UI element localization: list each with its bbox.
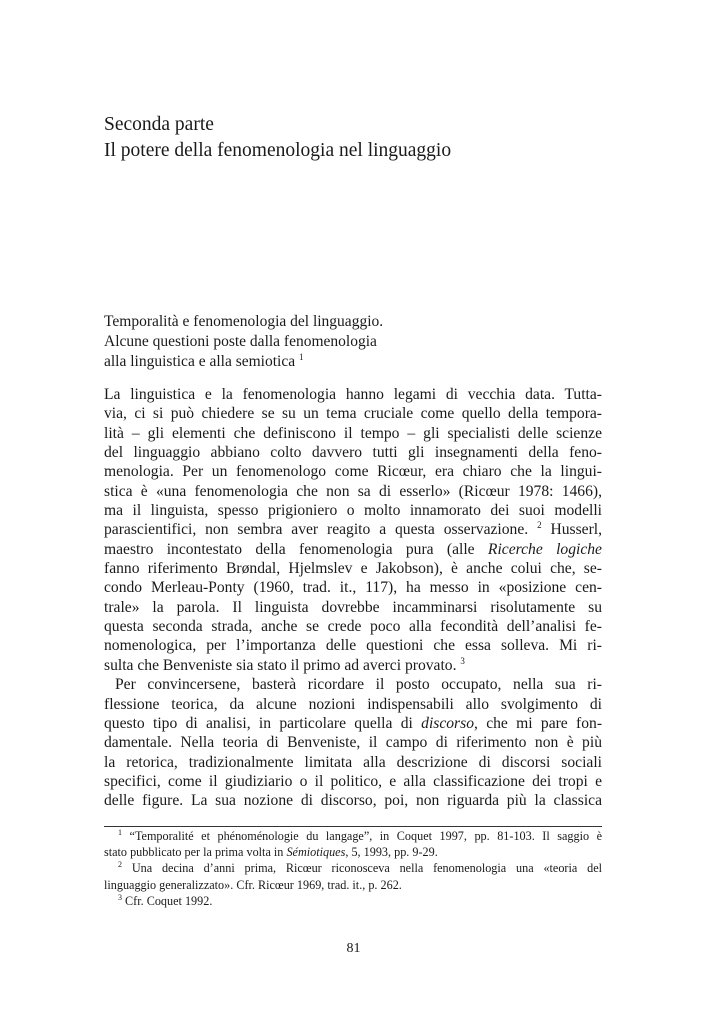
text-line: sulta che Benveniste sia stato il primo ad averci provato. $^3$ <box>104 655 465 674</box>
footnote-2: $^2$ Una decina d’anni prima, Ricœur riconosceva nella fenomenologia una «teoria del <box>118 860 602 876</box>
text-line: menologia. Per un fenomenologo come Ricœur, era chiaro che la lingui- <box>104 463 602 481</box>
footnotes <box>104 826 602 909</box>
text-line: delle figure. La sua nozione di discorso, poi, non riguarda più la classica <box>104 792 602 810</box>
chapter-title <box>104 312 604 372</box>
text-line: condo Merleau-Ponty (1960, trad. it., 117), ha messo in «posizione cen- <box>104 579 602 597</box>
chapter-title-line2: Alcune questioni poste dalla fenomenologia <box>104 333 377 350</box>
footnote-ref[interactable]: 1 <box>298 351 304 362</box>
body-text <box>104 385 602 811</box>
text-line: fanno riferimento Brøndal, Hjelmslev e Jakobson), è anche colui che, se- <box>104 560 602 578</box>
text-line: nomenologica, per l’importanza delle questioni che essa solleva. Mi ri- <box>104 637 602 655</box>
text-line: maestro incontestato della fenomenologia pura (alle Ricerche logiche <box>104 540 602 558</box>
text-line: parascientifici, non sembra aver reagito a questa osservazione. $^2$ Husserl, <box>104 520 602 539</box>
text-line: flessione teorica, da alcune nozioni indispensabili allo svolgimento di <box>104 695 602 713</box>
text-line: Per convincersene, basterà ricordare il posto occupato, nella sua ri- <box>115 676 602 694</box>
chapter-title-line1: Temporalità e fenomenologia del linguaggio. <box>104 313 384 330</box>
text-line: La linguistica e la fenomenologia hanno legami di vecchia data. Tutta- <box>104 386 602 403</box>
text-line: lità – gli elementi che definiscono il tempo – gli specialisti delle scienze <box>104 424 602 442</box>
text-line: specifici, come il giudiziario o il politico, e alla classificazione dei tropi e <box>104 772 602 790</box>
text-line: del linguaggio abbiano colto davvero tutti gli insegnamenti della feno- <box>104 444 602 462</box>
footnote-3: $^3$ Cfr. Coquet 1992. <box>118 892 213 908</box>
text-line: trale» la parola. Il linguista dovrebbe incamminarsi risolutamente su <box>104 598 602 616</box>
footnote-ref[interactable]: 3 <box>460 655 465 666</box>
text-line: ma il linguista, spesso prigioniero o molto innamorato dei suoi modelli <box>104 502 602 520</box>
part-title-line1: Seconda parte <box>104 114 214 135</box>
text-line: questo tipo di analisi, in particolare quella di discorso, che mi pare fon- <box>104 714 603 732</box>
text-line: stica è «una fenomenologia che non sa di esserlo» (Ricœur 1978: 1466), <box>104 482 602 500</box>
footnote-1-cont: stato pubblicato per la prima volta in Sémiotiques, 5, 1993, pp. 9-29. <box>104 845 438 860</box>
part-title-line2: Il potere della fenomenologia nel linguaggio <box>104 140 452 161</box>
part-title <box>104 112 604 164</box>
footnote-2-cont: linguaggio generalizzato». Cfr. Ricœur 1969, trad. it., p. 262. <box>104 877 402 892</box>
chapter-title-line3: alla linguistica e alla semiotica $^1$ <box>104 351 304 370</box>
text-line: questa seconda strada, anche se crede poco alla fecondità dell’analisi fe- <box>104 618 602 636</box>
footnote-ref[interactable]: 2 <box>537 520 542 531</box>
text-line: via, ci si può chiedere se su un tema cruciale come quello della tempora- <box>104 405 602 423</box>
footnote-1: $^1$ “Temporalité et phénoménologie du langage”, in Coquet 1997, pp. 81-103. Il saggio è <box>118 827 603 843</box>
text-line: damentale. Nella teoria di Benveniste, il campo di riferimento non è più <box>104 734 602 752</box>
text-line: la retorica, tradizionalmente limitata alla descrizione di discorsi sociali <box>104 753 602 771</box>
page-number: 81 <box>346 941 361 956</box>
